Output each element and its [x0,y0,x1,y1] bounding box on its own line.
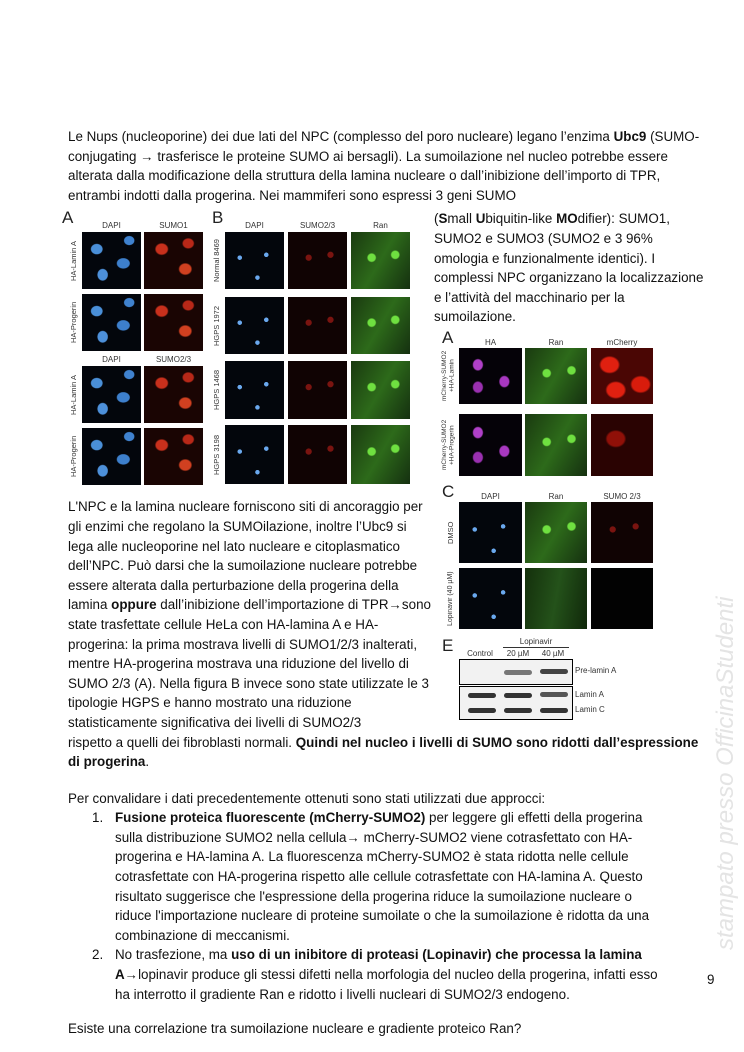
row-label: Normal 8469 [212,239,221,283]
document-body [62,127,704,1039]
band-label: Pre-lamin A [575,665,617,675]
text-run: . [145,754,150,770]
bold-text: MO [556,211,578,227]
row-label: HGPS 3198 [212,434,221,475]
col-label: 40 µM [541,648,565,658]
micrograph-panel [288,425,347,484]
micrograph-panel [591,414,653,476]
row-label: HA-Lamin A [69,240,78,281]
micrograph-panel [351,232,410,289]
col-label: DAPI [102,221,121,231]
col-label: SUMO2/3 [155,355,192,365]
text-run: difier): SUMO1, SUMO2 e SUMO3 (SUMO2 e 3 96% omologia e funzionalmente identici). I complessi NPC organizzano la localizzazione e l’attività del macchinario per la sumoilazione. [434,211,704,325]
text-run: Le Nups (nucleoporine) dei due lati del NPC (complesso del poro nucleare) legano l’enzima [68,129,614,144]
col-label: SUMO1 [159,221,188,231]
text-run: L'NPC e la lamina nucleare forniscono siti di ancoraggio per gli enzimi che regolano la SUMOilazione, inoltre l’Ubc9 si lega alle nucleoporine nel lato nucleare e citoplasmatico dell’NPC. Può darsi che la sumoilazione nucleare potrebbe essere alterata dalla perturbazione della progerina della lamina [68,499,423,613]
col-label: Control [467,648,493,658]
panel-letter-a: A [62,208,74,228]
row-label: HGPS 1468 [212,370,221,411]
col-label: DAPI [102,355,121,365]
micrograph-panel [459,568,522,629]
col-label: Ran [548,491,564,501]
micrograph-panel [351,425,410,484]
micrograph-panel [288,232,347,289]
western-blot-prelamin [459,659,573,685]
micrograph-panel [459,502,522,563]
micrograph-panel [144,294,203,351]
micrograph-panel [288,361,347,419]
micrograph-panel [525,348,587,404]
micrograph-panel [82,294,141,351]
bold-text: Fusione proteica fluorescente (mCherry-SUMO2) [115,810,426,826]
row-label: mCherry-SUMO2 +HA-Lamin [441,350,456,402]
page-number: 9 [707,972,715,987]
bold-text: oppure [111,597,157,613]
list-item-lopinavir [115,945,670,1004]
row-label: Lopinavir (40 µM) [447,571,454,626]
micrograph-panel [144,428,203,485]
col-label: DAPI [481,491,500,501]
approaches-intro [68,789,704,809]
text-run: Per convalidare i dati precedentemente ottenuti sono stati utilizzati due approcci: [68,790,546,806]
text-run: per leggere gli effetti della progerina sulla distribuzione SUMO2 nella cellula→ mCherry-SUMO2 viene cotrasfettato con HA-progerina e HA-lamina A. La fluorescenza mCherry-SUMO2 è stata ridotta nelle cellule cotrasfettate con HA-progerina rispetto alle cellule cotrasfettate con HA-lamina A. Questo risultato suggerisce che l'espressione della progerina riduce la sumoilazione nucleare o riduce l'importazione nucleare di proteine sumoilate o che la sumoilazione è ridotta da una combinazione di meccanismi. [115,810,650,943]
text-run: dall’inibizione dell’importazione di TPR→sono state trasfettate cellule HeLa con HA-lamina A e HA-progerina: la prima mostrava livelli di SUMO1/2/3 inalterati, mentre HA-progerina mostrava una riduzione del livello di SUMO 2/3 (A). Nella figura B invece sono state utilizzate le 3 tipologie HGPS e hanno mostrato una riduzione statisticamente significativa dei livelli di SUMO2/3 [68,597,431,730]
row-label: HA-Progerin [69,436,78,478]
right-paragraph [434,209,704,327]
panel-letter-a: A [442,327,454,347]
figure-sumo-hela-hgps [62,209,434,491]
bold-text: Ubc9 [613,129,647,144]
treatment-label: Lopinavir [519,636,553,646]
micrograph-panel [82,366,141,423]
micrograph-panel [525,414,587,476]
list-number: 2. [92,947,104,963]
micrograph-panel [144,232,203,289]
list-item [92,808,704,945]
col-label: HA [484,337,497,347]
micrograph-panel [144,366,203,423]
text-run: biquitin-like [485,211,557,227]
bold-text: Quindi nel nucleo i livelli di SUMO sono ridotti dall’espressione di progerina [68,734,699,770]
text-run: (SUMO-conjugating → trasferisce le proteine SUMO ai bersagli). La sumoilazione nel nucleo potrebbe essere alterata dalla modificazione della struttura della lamina nucleare o dall’inibizione dell’importo di TPR, entrambi indotti dalla progerina. Nei mammiferi sono espressi 3 geni SUMO [68,129,700,203]
col-label: DAPI [245,221,264,231]
col-label: mCherry [606,337,638,347]
bold-text: U [475,211,486,227]
bold-text: uso di un inibitore di proteasi (Lopinavir) che processa la lamina A [115,947,642,983]
micrograph-panel [351,361,410,419]
text-run: ( [434,211,439,227]
micrograph-panel [82,428,141,485]
panel-letter-c: C [442,481,455,501]
intro-paragraph [68,127,704,205]
closing-question [68,1019,704,1039]
micrograph-panel [591,348,653,404]
micrograph-panel [459,348,522,404]
col-label: Ran [548,337,564,347]
micrograph-panel [225,361,284,419]
list-item-mcherry [115,808,670,945]
panel-letter-b: B [212,208,224,228]
row-label: HA-Lamin A [69,374,78,415]
col-label: Ran [373,221,388,231]
micrograph-panel [459,414,522,476]
right-column [434,209,704,732]
row-label: mCherry-SUMO2 +HA-Progerin [441,419,456,471]
micrograph-panel [288,297,347,354]
watermark: stampato presso OfficinaStudenti [712,596,739,950]
col-label: SUMO 2/3 [603,491,641,501]
panel-letter-e: E [442,635,454,655]
figure-mcherry-lopinavir [424,327,704,719]
text-run: rispetto a quelli dei fibroblasti normali. [68,734,296,750]
micrograph-panel [525,502,587,563]
text-run: Esiste una correlazione tra sumoilazione nucleare e gradiente proteico Ran? [68,1021,522,1037]
col-label: 20 µM [506,648,530,658]
left-paragraph-end [68,733,704,772]
col-label: SUMO2/3 [299,221,336,231]
western-blot-lamin [459,686,573,720]
micrograph-panel [82,232,141,289]
micrograph-panel [225,232,284,289]
micrograph-panel [225,425,284,484]
bracket-line [503,647,569,648]
text-run: No trasfezione, ma [115,947,232,963]
band-label: Lamin A [575,689,604,699]
text-run: →lopinavir produce gli stessi difetti nella morfologia del nucleo della progerina, infatti esso ha interrotto il gradiente Ran e ridotto i livelli nucleari di SUMO2/3 endogeno. [115,967,658,1002]
bold-text: S [438,211,448,227]
micrograph-panel [351,297,410,354]
micrograph-panel [525,568,587,629]
list-item [92,945,704,1004]
left-column [62,208,434,732]
list-number: 1. [92,810,104,826]
micrograph-panel [225,297,284,354]
left-paragraph [68,497,434,732]
figures-section [62,208,704,732]
row-label: DMSO [446,521,455,544]
text-run: mall [447,211,476,227]
micrograph-panel [591,568,653,629]
row-label: HGPS 1972 [212,305,221,346]
micrograph-panel [591,502,653,563]
band-label: Lamin C [575,704,605,714]
row-label: HA-Progerin [69,302,78,344]
